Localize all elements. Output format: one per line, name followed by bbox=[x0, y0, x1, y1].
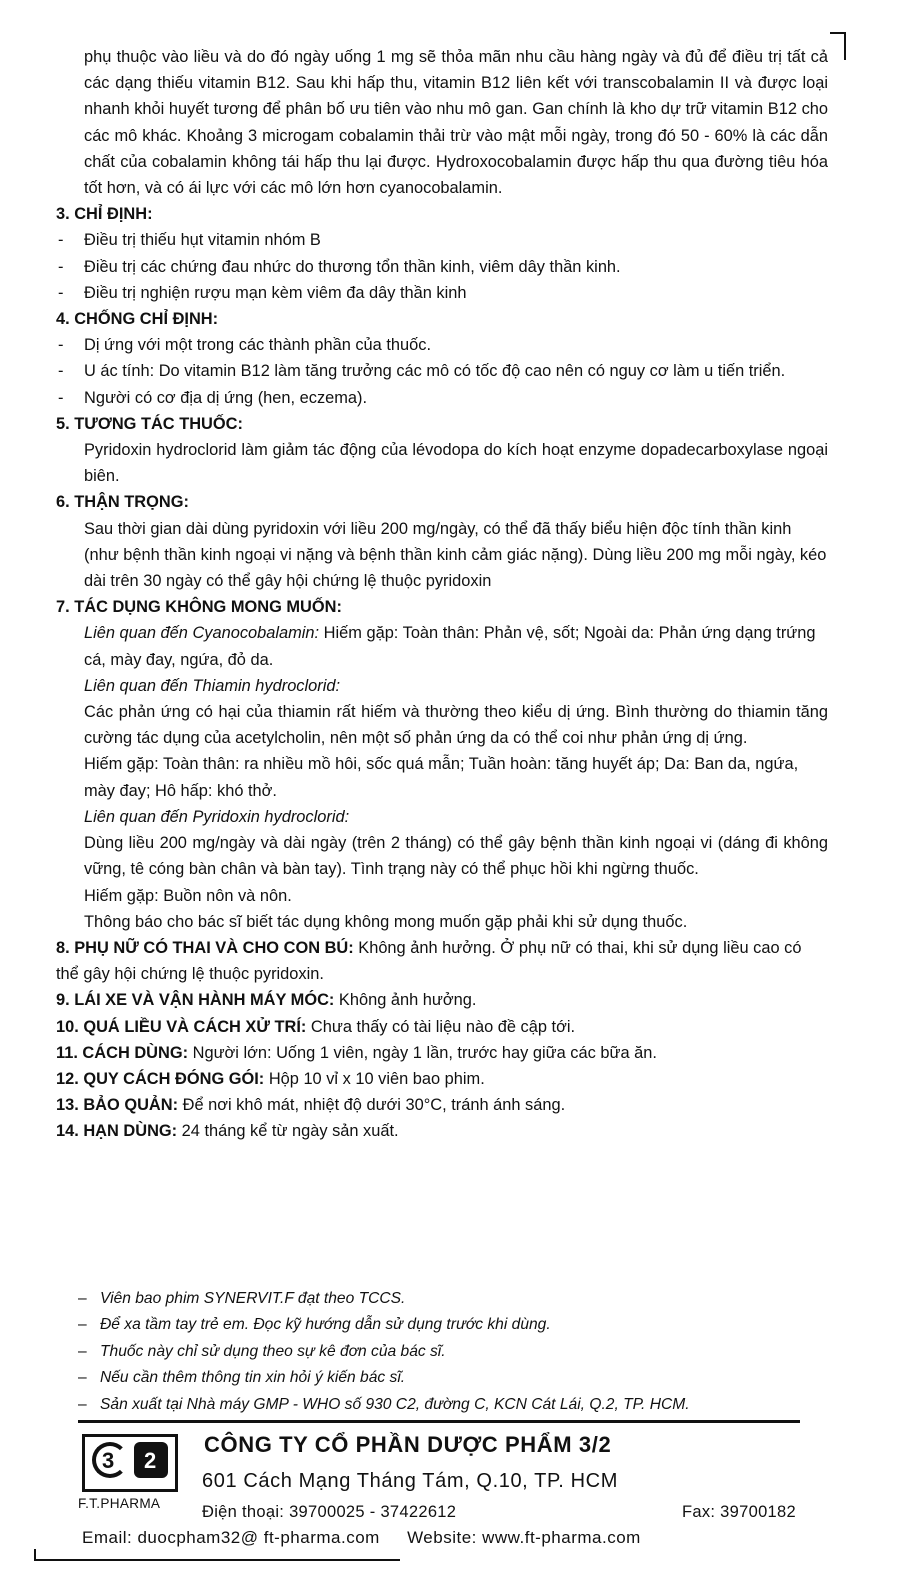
section-driving bbox=[56, 987, 828, 1013]
section-driving-heading: 9. LÁI XE VÀ VẬN HÀNH MÁY MÓC: bbox=[56, 991, 335, 1010]
company-fax: Fax: 39700182 bbox=[682, 1503, 796, 1521]
section-usage-text: Người lớn: Uống 1 viên, ngày 1 lần, trước hay giữa các bữa ăn. bbox=[188, 1043, 657, 1062]
company-logo bbox=[82, 1434, 182, 1500]
pyridoxin-rare-effects: Hiếm gặp: Buồn nôn và nôn. bbox=[84, 886, 292, 905]
note-item: – Để xa tầm tay trẻ em. Đọc kỹ hướng dẫn sử dụng trước khi dùng. bbox=[78, 1312, 808, 1338]
section-driving-text: Không ảnh hưởng. bbox=[334, 991, 477, 1010]
company-name: CÔNG TY CỔ PHẦN DƯỢC PHẨM 3/2 bbox=[204, 1432, 612, 1457]
section-packaging-text: Hộp 10 vỉ x 10 viên bao phim. bbox=[264, 1069, 485, 1088]
section-packaging bbox=[56, 1066, 828, 1092]
contraindication-item: - Dị ứng với một trong các thành phần của thuốc. bbox=[56, 332, 828, 358]
pharmacokinetics-paragraph: phụ thuộc vào liều và do đó ngày uống 1 mg sẽ thỏa mãn nhu cầu hàng ngày và đủ để điều trị tất cả các dạng thiếu vitamin B12. Sau khi hấp thu, vitamin B12 liên kết với transcobalamin II và được loại nhanh khỏi huyết tương để phân bố ưu tiên vào nhu mô gan. Gan chính là kho dự trữ vitamin B12 cho các mô khác. Khoảng 3 microgam cobalamin thải trừ vào mật mỗi ngày, trong đó 50 - 60% là các dẫn chất của cobalamin không tái hấp thu lại được. Hydroxocobalamin được hấp thu qua đường tiêu hóa tốt hơn, và có ái lực với các mô lớn hơn cyanocobalamin. bbox=[84, 48, 828, 198]
cyanocobalamin-label: Liên quan đến Cyanocobalamin: bbox=[84, 624, 320, 643]
section-side-effects-heading: 7. TÁC DỤNG KHÔNG MONG MUỐN: bbox=[56, 598, 342, 617]
section-contraindications-heading: 4. CHỐNG CHỈ ĐỊNH: bbox=[56, 310, 219, 329]
warning-notes bbox=[78, 1286, 808, 1418]
indication-item: - Điều trị thiếu hụt vitamin nhóm B bbox=[56, 227, 828, 253]
note-item: – Viên bao phim SYNERVIT.F đạt theo TCCS. bbox=[78, 1286, 808, 1312]
logo-digit-3: 3 bbox=[102, 1448, 115, 1473]
section-pregnancy-heading: 8. PHỤ NỮ CÓ THAI VÀ CHO CON BÚ: bbox=[56, 938, 354, 957]
crop-mark-bottom-left bbox=[34, 1549, 400, 1561]
interactions-text: Pyridoxin hydroclorid làm giảm tác động của lévodopa do kích hoạt enzyme dopadecarboxylase ngoại biên. bbox=[84, 441, 828, 486]
company-phone: Điện thoại: 39700025 - 37422612 bbox=[202, 1503, 457, 1521]
section-storage-text: Để nơi khô mát, nhiệt độ dưới 30°C, tránh ánh sáng. bbox=[178, 1096, 566, 1115]
section-usage bbox=[56, 1040, 828, 1066]
note-item: – Thuốc này chỉ sử dụng theo sự kê đơn của bác sĩ. bbox=[78, 1339, 808, 1365]
indication-item: - Điều trị các chứng đau nhức do thương tổn thần kinh, viêm dây thần kinh. bbox=[56, 254, 828, 280]
leaflet-body bbox=[56, 44, 828, 1145]
section-overdose bbox=[56, 1014, 828, 1040]
thiamin-rare-effects: Hiếm gặp: Toàn thân: ra nhiều mồ hôi, sốc quá mẫn; Tuần hoàn: tăng huyết áp; Da: Ban da, ngứa, mày đay; Hô hấp: khó thở. bbox=[84, 755, 799, 800]
section-packaging-heading: 12. QUY CÁCH ĐÓNG GÓI: bbox=[56, 1069, 265, 1088]
section-pregnancy-text: Không ảnh hưởng. Ở phụ nữ có thai, khi sử dụng liều cao có thể gây hội chứng lệ thuộc pyridoxin. bbox=[56, 938, 802, 984]
pyridoxin-text: Dùng liều 200 mg/ngày và dài ngày (trên 2 tháng) có thể gây bệnh thần kinh ngoại vi (dáng đi không vững, tê cóng bàn chân và bàn tay). Tình trạng này có thể phục hồi khi ngừng thuốc. bbox=[84, 834, 828, 879]
logo-digit-2: 2 bbox=[144, 1448, 157, 1473]
section-precautions-heading: 6. THẬN TRỌNG: bbox=[56, 493, 189, 512]
company-website: Website: www.ft-pharma.com bbox=[407, 1528, 641, 1547]
note-item: – Sản xuất tại Nhà máy GMP - WHO số 930 C2, đường C, KCN Cát Lái, Q.2, TP. HCM. bbox=[78, 1392, 808, 1418]
contraindication-item: - U ác tính: Do vitamin B12 làm tăng trưởng các mô có tốc độ cao nên có nguy cơ làm u tiến triển. bbox=[56, 358, 828, 384]
thiamin-text: Các phản ứng có hại của thiamin rất hiếm và thường theo kiểu dị ứng. Bình thường do thiamin tăng cường tác dụng của acetylcholin, nên một số phản ứng da có thể coi như phản ứng dị ứng. bbox=[84, 703, 828, 748]
company-email: Email: duocpham32@ ft-pharma.com bbox=[82, 1528, 380, 1547]
section-interactions-heading: 5. TƯƠNG TÁC THUỐC: bbox=[56, 414, 243, 433]
cyanocobalamin-text: Hiếm gặp: Toàn thân: Phản vệ, sốt; Ngoài da: Phản ứng dạng trứng cá, mày đay, ngứa, đỏ da. bbox=[84, 624, 816, 669]
section-storage bbox=[56, 1092, 828, 1118]
section-indications-heading: 3. CHỈ ĐỊNH: bbox=[56, 205, 153, 224]
company-address: 601 Cách Mạng Tháng Tám, Q.10, TP. HCM bbox=[202, 1470, 618, 1492]
footer-divider bbox=[78, 1420, 800, 1423]
section-pregnancy bbox=[56, 935, 828, 987]
contraindication-item: - Người có cơ địa dị ứng (hen, eczema). bbox=[56, 385, 828, 411]
contact-line bbox=[82, 1528, 641, 1548]
section-storage-heading: 13. BẢO QUẢN: bbox=[56, 1096, 179, 1115]
precautions-text: Sau thời gian dài dùng pyridoxin với liều 200 mg/ngày, có thể đã thấy biểu hiện độc tính thần kinh (như bệnh thần kinh ngoại vi nặng và bệnh thần kinh cảm giác nặng). Dùng liều 200 mg mỗi ngày, kéo dài trên 30 ngày có thể gây hội chứng lệ thuộc pyridoxin bbox=[84, 519, 827, 591]
pyridoxin-label: Liên quan đến Pyridoxin hydroclorid: bbox=[84, 807, 350, 826]
crop-mark-top-right bbox=[830, 32, 846, 60]
note-item: – Nếu cần thêm thông tin xin hỏi ý kiến bác sĩ. bbox=[78, 1365, 808, 1391]
thiamin-label: Liên quan đến Thiamin hydroclorid: bbox=[84, 676, 341, 695]
section-shelf-life-text: 24 tháng kể từ ngày sản xuất. bbox=[177, 1122, 399, 1141]
section-overdose-heading: 10. QUÁ LIỀU VÀ CÁCH XỬ TRÍ: bbox=[56, 1017, 307, 1036]
side-effects-notice: Thông báo cho bác sĩ biết tác dụng không mong muốn gặp phải khi sử dụng thuốc. bbox=[84, 912, 688, 931]
section-shelf-life bbox=[56, 1118, 828, 1144]
indication-item: - Điều trị nghiện rượu mạn kèm viêm đa dây thần kinh bbox=[56, 280, 828, 306]
cyanocobalamin-effects bbox=[56, 620, 828, 672]
logo-caption: F.T.PHARMA bbox=[78, 1496, 161, 1511]
section-overdose-text: Chưa thấy có tài liệu nào đề cập tới. bbox=[306, 1017, 576, 1036]
section-usage-heading: 11. CÁCH DÙNG: bbox=[56, 1043, 189, 1062]
section-shelf-life-heading: 14. HẠN DÙNG: bbox=[56, 1122, 178, 1141]
